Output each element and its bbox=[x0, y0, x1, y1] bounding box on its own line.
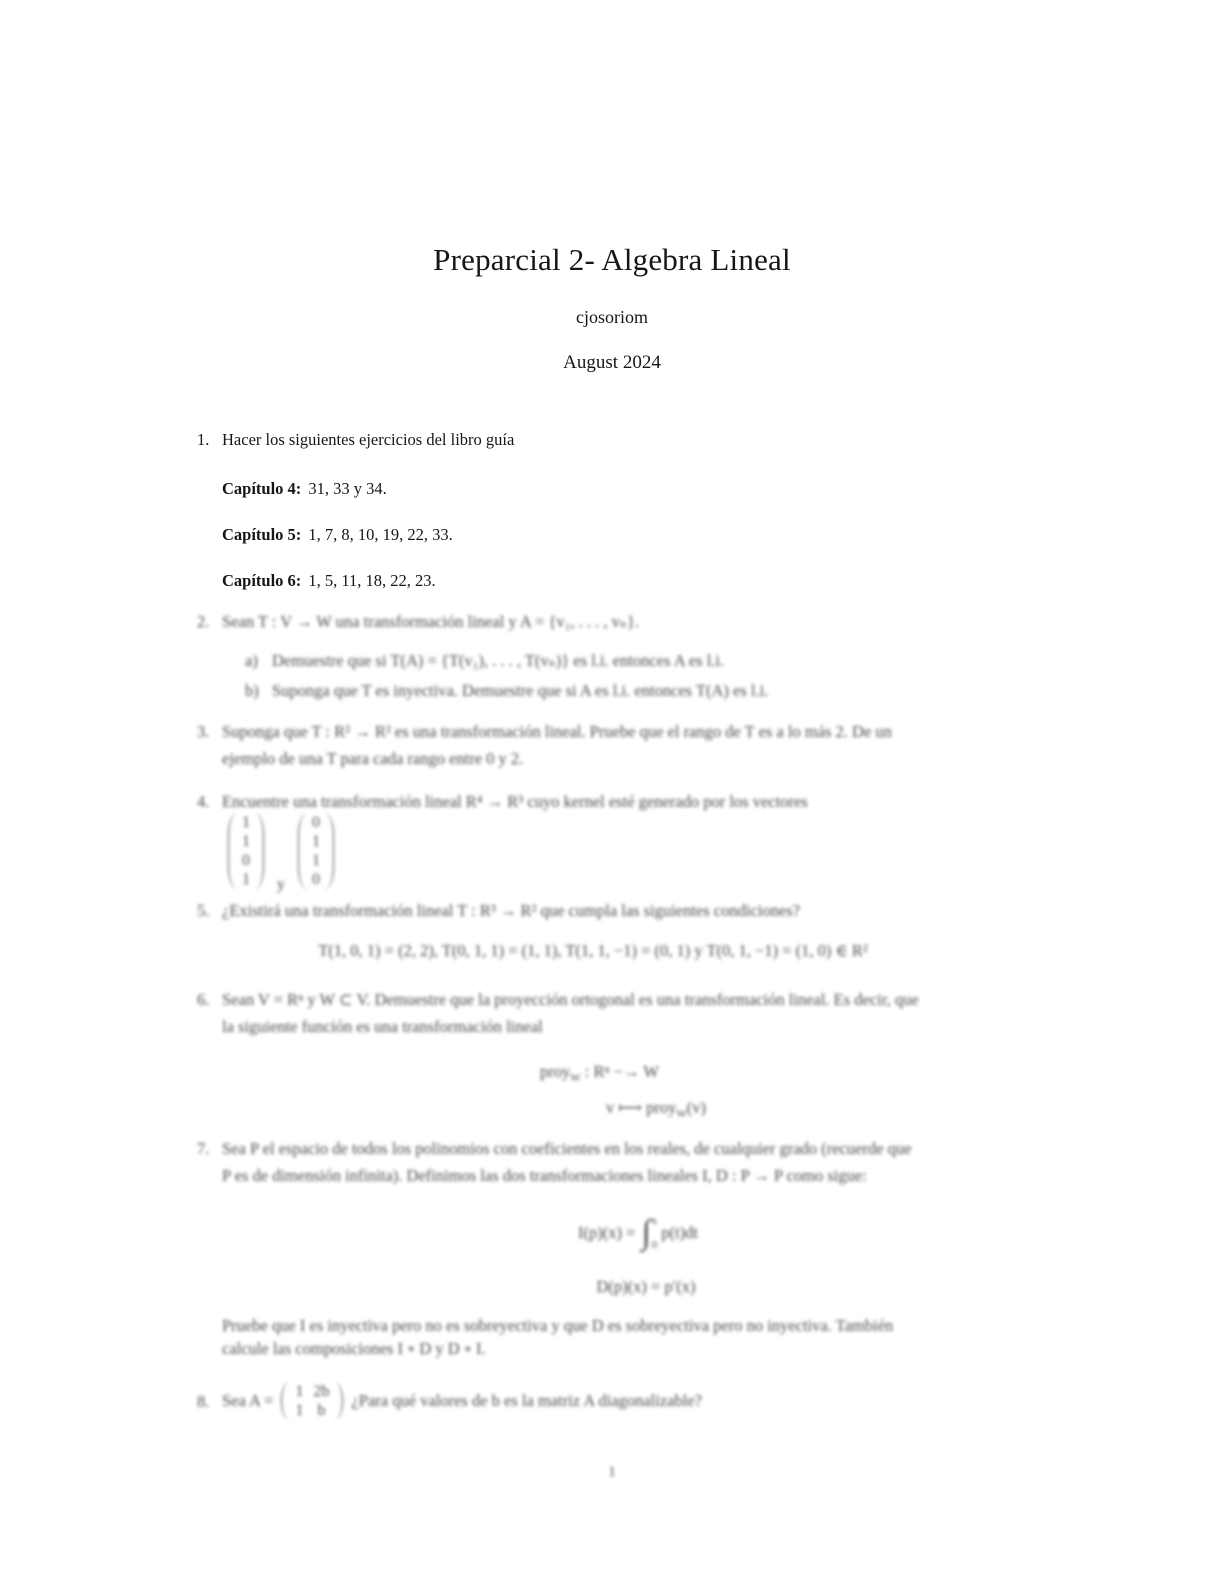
vector-1 bbox=[228, 813, 264, 889]
item-2a-text: Demuestre que si T(A) = {T(v₁), . . . , T(vₙ)} es l.i. entonces A es l.i. bbox=[272, 651, 725, 670]
item-3-number: 3. bbox=[197, 722, 210, 741]
item-5-equation: T(1, 0, 1) = (2, 2), T(0, 1, 1) = (1, 1), T(1, 1, −1) = (0, 1) y T(0, 1, −1) = (1, 0) ∈ R² bbox=[318, 941, 868, 960]
proy-text: proy bbox=[540, 1062, 571, 1081]
item-7-paragraph-line-2: calcule las composiciones I ∘ D y D ∘ I. bbox=[222, 1339, 486, 1358]
integral-integrand: p(t)dt bbox=[661, 1223, 698, 1242]
item-4-vectors bbox=[228, 813, 334, 894]
integral-lhs: I(p)(x) = bbox=[578, 1223, 636, 1242]
right-paren bbox=[334, 1382, 343, 1420]
document-title: Preparcial 2- Algebra Lineal bbox=[433, 242, 791, 277]
chapter-4-label: Capítulo 4: bbox=[222, 479, 302, 498]
left-paren bbox=[281, 1382, 290, 1420]
matrix-cell: 2b bbox=[313, 1383, 330, 1400]
item-7-line-2: P es de dimensión infinita). Definimos las dos transformaciones lineales I, D : P → P como sigue: bbox=[222, 1166, 867, 1185]
matrix-A bbox=[281, 1382, 343, 1420]
item-7-equation-1 bbox=[193, 1215, 1083, 1251]
item-4-number: 4. bbox=[197, 792, 210, 811]
page-number: 1 bbox=[608, 1464, 616, 1480]
integral-upper-limit: x bbox=[651, 1215, 658, 1227]
item-2b-text: Suponga que T es inyectiva. Demuestre que si A es l.i. entonces T(A) es l.i. bbox=[272, 681, 769, 700]
maps-to-text: v ⟼ proy bbox=[606, 1098, 677, 1117]
chapter-6-label: Capítulo 6: bbox=[222, 571, 302, 590]
item-1-number: 1. bbox=[197, 430, 210, 449]
item-5-text: ¿Existirá una transformación lineal T : R³ → R² que cumpla las siguientes condiciones? bbox=[222, 901, 800, 920]
item-7-line-1: Sea P el espacio de todos los polinomios con coeficientes en los reales, de cualquier grado (recuerde que bbox=[222, 1139, 912, 1158]
item-6-equation-2 bbox=[606, 1098, 706, 1118]
left-paren bbox=[228, 813, 237, 889]
item-6-line-1: Sean V = Rⁿ y W ⊂ V. Demuestre que la proyección ortogonal es una transformación lineal. Es decir, que bbox=[222, 990, 919, 1009]
item-3-line-2: ejemplo de una T para cada rango entre 0 y 2. bbox=[222, 749, 524, 768]
chapter-4-exercises: 31, 33 y 34. bbox=[308, 479, 387, 498]
document-date: August 2024 bbox=[563, 352, 661, 373]
right-paren bbox=[325, 813, 334, 889]
item-7-paragraph-line-1: Pruebe que I es inyectiva pero no es sobreyectiva y que D es sobreyectiva pero no inyectiva. También bbox=[222, 1316, 894, 1335]
item-5-number: 5. bbox=[197, 901, 210, 920]
chapter-4-line bbox=[222, 479, 387, 499]
vector-2-entry: 1 bbox=[312, 852, 320, 869]
item-8-line bbox=[222, 1374, 702, 1428]
item-7-equation-2: D(p)(x) = p′(x) bbox=[596, 1277, 696, 1296]
vector-1-entry: 1 bbox=[242, 814, 250, 831]
item-2-text: Sean T : V → W una transformación lineal y A = {v₁, . . . , vₙ}. bbox=[222, 612, 640, 631]
item-6-number: 6. bbox=[197, 990, 210, 1009]
item-2a-label: a) bbox=[245, 651, 258, 670]
integral-lower-limit: 0 bbox=[651, 1239, 658, 1251]
integral-icon: ∫ bbox=[641, 1214, 651, 1251]
item-6-equation-1 bbox=[540, 1062, 659, 1082]
item-8-question: ¿Para qué valores de b es la matriz A diagonalizable? bbox=[351, 1391, 702, 1410]
chapter-5-exercises: 1, 7, 8, 10, 19, 22, 33. bbox=[308, 525, 453, 544]
chapter-5-label: Capítulo 5: bbox=[222, 525, 302, 544]
chapter-6-exercises: 1, 5, 11, 18, 22, 23. bbox=[308, 571, 436, 590]
item-7-number: 7. bbox=[197, 1139, 210, 1158]
item-6-line-2: la siguiente función es una transformación lineal bbox=[222, 1017, 543, 1036]
left-paren bbox=[298, 813, 307, 889]
vector-2-entry: 0 bbox=[312, 814, 320, 831]
item-8-number: 8. bbox=[197, 1392, 210, 1411]
chapter-6-line bbox=[222, 571, 436, 591]
matrix-cell: 1 bbox=[295, 1402, 304, 1419]
item-4-text: Encuentre una transformación lineal R⁴ → R³ cuyo kernel esté generado por los vectores bbox=[222, 792, 808, 811]
vector-2 bbox=[298, 813, 334, 889]
vector-1-entry: 0 bbox=[242, 852, 250, 869]
proy-domain: : Rⁿ −→ W bbox=[580, 1062, 660, 1081]
vector-separator: y bbox=[277, 876, 285, 893]
item-2-number: 2. bbox=[197, 612, 210, 631]
matrix-cell: 1 bbox=[295, 1383, 304, 1400]
document-author: cjosoriom bbox=[576, 307, 648, 327]
vector-2-entry: 1 bbox=[312, 833, 320, 850]
proy-subscript: W bbox=[676, 1108, 687, 1120]
right-paren bbox=[255, 813, 264, 889]
vector-1-entry: 1 bbox=[242, 833, 250, 850]
matrix-lead-text: Sea A = bbox=[222, 1391, 274, 1410]
matrix-cell: b bbox=[317, 1402, 326, 1419]
vector-2-entry: 0 bbox=[312, 871, 320, 888]
vector-1-entry: 1 bbox=[242, 871, 250, 888]
item-1-text: Hacer los siguientes ejercicios del libro guía bbox=[222, 430, 515, 449]
item-2b-label: b) bbox=[245, 681, 259, 700]
maps-to-arg: (v) bbox=[686, 1098, 707, 1117]
chapter-5-line bbox=[222, 525, 453, 545]
proy-subscript: W bbox=[570, 1072, 581, 1084]
item-3-line-1: Suponga que T : R² → R² es una transformación lineal. Pruebe que el rango de T es a lo más 2. De un bbox=[222, 722, 892, 741]
